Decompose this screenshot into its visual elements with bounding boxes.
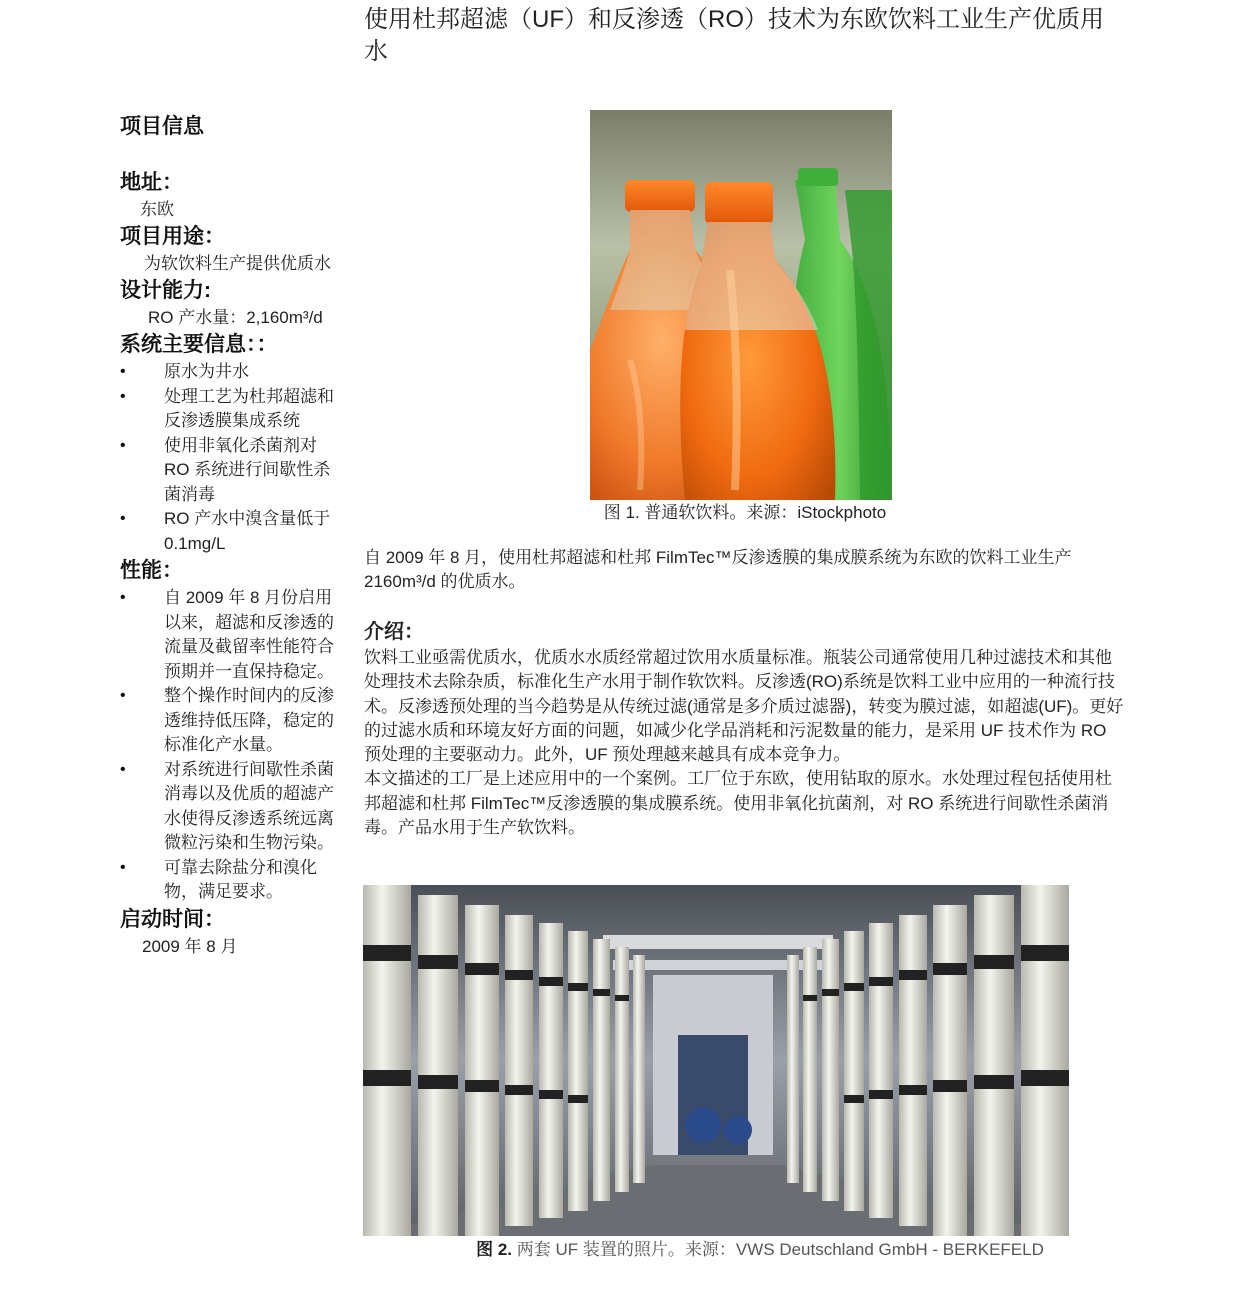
location-label: 地址：	[120, 171, 183, 194]
capacity-label: 设计能力:	[120, 279, 211, 302]
figure-2-label: 图 2.	[476, 1240, 513, 1259]
section-body	[364, 646, 1124, 840]
project-info-sidebar	[120, 112, 360, 959]
list-item: • 原水为井水	[120, 360, 339, 385]
list-item: • 自 2009 年 8 月份启用以来，超滤和反渗透的流量及截留率性能符合预期并一直保持稳定。	[120, 586, 339, 684]
system-info-list	[120, 360, 360, 556]
performance-list	[120, 586, 360, 905]
system-info-label: 系统主要信息：：	[120, 333, 278, 356]
uf-units-photo	[363, 885, 1069, 1236]
purpose-label: 项目用途：	[120, 225, 225, 248]
figure-2-caption-text: 两套 UF 装置的照片。来源：VWS Deutschland GmbH - BERKEFELD	[516, 1240, 1044, 1259]
capacity-value: RO 产水量：2,160m³/d	[148, 308, 323, 327]
project-info-heading: 项目信息	[120, 115, 204, 138]
startup-value: 2009 年 8 月	[142, 936, 238, 956]
startup-label: 启动时间：	[120, 907, 225, 931]
page-title: 使用杜邦超滤（UF）和反渗透（RO）技术为东欧饮料工业生产优质用水	[364, 6, 1104, 65]
performance-label: 性能：	[120, 559, 183, 582]
list-item: • 对系统进行间歇性杀菌消毒以及优质的超滤产水使得反渗透系统远离微粒污染和生物污染。	[120, 758, 339, 856]
figure-1-caption: 图 1. 普通软饮料。来源：iStockphoto	[603, 503, 887, 522]
list-item: • 使用非氧化杀菌剂对 RO 系统进行间歇性杀菌消毒	[120, 434, 339, 508]
location-value: 东欧	[140, 200, 174, 219]
paragraph: 饮料工业亟需优质水，优质水水质经常超过饮用水质量标准。瓶装公司通常使用几种过滤技术和其他处理技术去除杂质，标准化生产水用于制作软饮料。反渗透(RO)系统是饮料工业中应用的一种流行技术。反渗透预处理的当今趋势是从传统过滤(通常是多介质过滤器)，转变为膜过滤，如超滤(UF)。更好的过滤水质和环境友好方面的问题，如减少化学品消耗和污泥数量的能力，是采用 UF 技术作为 RO 预处理的主要驱动力。此外，UF 预处理越来越具有成本竞争力。	[364, 648, 1124, 765]
section-heading: 介绍：	[364, 621, 424, 643]
list-item: • RO 产水中溴含量低于 0.1mg/L	[120, 507, 339, 556]
intro-paragraph: 自 2009 年 8 月，使用杜邦超滤和杜邦 FilmTec™反渗透膜的集成膜系统为东欧的饮料工业生产 2160m³/d 的优质水。	[364, 548, 1072, 591]
paragraph: 本文描述的工厂是上述应用中的一个案例。工厂位于东欧，使用钻取的原水。水处理过程包括使用杜邦超滤和杜邦 FilmTec™反渗透膜的集成膜系统。使用非氧化抗菌剂，对 RO 系统进行间歇性杀菌消毒。产品水用于生产软饮料。	[364, 769, 1112, 838]
purpose-value: 为软饮料生产提供优质水	[144, 254, 331, 273]
figure-2-caption	[440, 1239, 1080, 1261]
list-item: • 整个操作时间内的反渗透维持低压降，稳定的标准化产水量。	[120, 684, 339, 758]
list-item: • 处理工艺为杜邦超滤和反渗透膜集成系统	[120, 385, 339, 434]
list-item: • 可靠去除盐分和溴化物，满足要求。	[120, 856, 339, 905]
soft-drink-photo	[590, 110, 892, 500]
